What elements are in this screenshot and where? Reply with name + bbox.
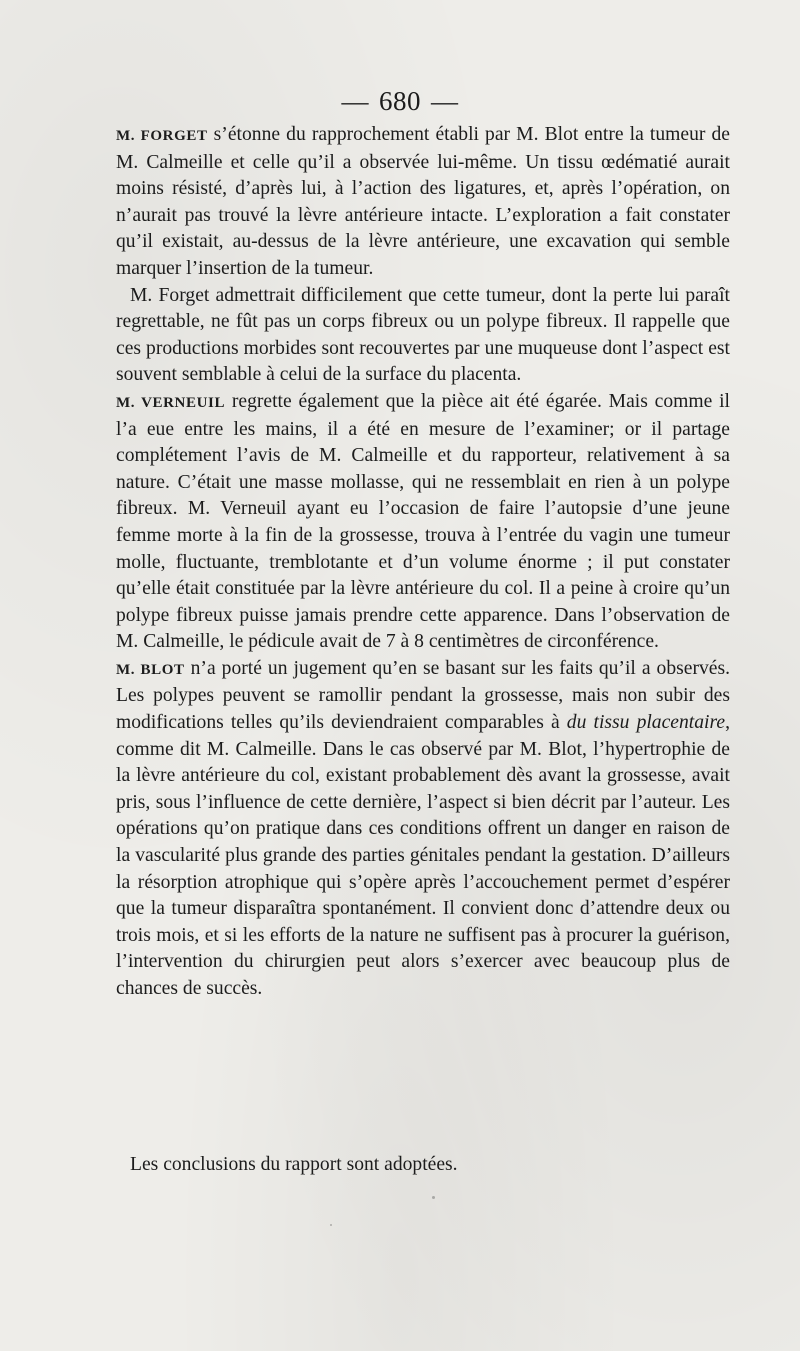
speaker-name: M. FORGET [116, 128, 208, 144]
paragraph-forget [116, 122, 730, 283]
paragraph-verneuil [116, 389, 730, 656]
folio-dash-right: — [431, 86, 459, 116]
paragraph-text: , comme dit M. Calmeille. Dans le cas observé par M. Blot, l’hypertrophie de la lèvre antérieure du col, existant probablement dès avant la grossesse, avait pris, sous l’influence de cette dernière, l’aspect si bien décrit par l’auteur. Les opérations qu’on pratique dans ces conditions offrent un danger en raison de la vascularité plus grande des parties génitales pendant la gestation. D’ailleurs la résorption atrophique qui s’opère après l’accouchement permet d’espérer que la tumeur disparaîtra spontanément. Il convient donc d’attendre deux ou trois mois, et si les efforts de la nature ne suffisent pas à procurer la guérison, l’intervention du chirurgien peut alors s’exercer avec beaucoup plus de chances de succès. [116, 712, 730, 999]
folio-dash-left: — [341, 86, 369, 116]
speaker-name: M. BLOT [116, 661, 185, 678]
page-number: 680 [379, 86, 421, 116]
conclusion-line: Les conclusions du rapport sont adoptées. [130, 1154, 458, 1175]
paper-speck [330, 1224, 332, 1226]
speaker-name: M. VERNEUIL [116, 394, 226, 411]
paragraph-text: M. Forget admettrait difficilement que cette tumeur, dont la perte lui paraît regrettable, ne fût pas un corps fibreux ou un polype fibreux. Il rappelle que ces productions morbides sont recouvertes par une muqueuse dont l’aspect est souvent semblable à celui de la surface du placenta. [116, 284, 730, 386]
page-number-header [0, 86, 800, 117]
body-text [116, 122, 730, 1003]
paragraph-text: regrette également que la pièce ait été égarée. Mais comme il l’a eue entre les mains, il a été en mesure de l’examiner; or il partage complétement l’avis de M. Calmeille et du rapporteur, relativement à sa nature. C’était une masse mollasse, qui ne ressemblait en rien à un polype fibreux. M. Verneuil ayant eu l’occasion de faire l’autopsie d’une jeune femme morte à la fin de la grossesse, trouva à l’entrée du vagin une tumeur molle, fluctuante, tremblotante et d’un volume énorme ; il put constater qu’elle était constituée par la lèvre antérieure du col. Il a peine à croire qu’un polype fibreux puisse jamais prendre cette apparence. Dans l’observation de M. Calmeille, le pédicule avait de 7 à 8 centimètres de circonférence. [116, 390, 730, 653]
paper-speck [432, 1196, 435, 1199]
paragraph-blot [116, 656, 730, 1003]
paragraph-forget-continued [116, 283, 730, 389]
paragraph-text: n’a porté un jugement qu’en se basant sur les faits qu’il a observés. Les polypes peuvent se ramollir pendant la grossesse, mais non subir des modifications telles qu’ils deviendraient comparables à [116, 657, 730, 734]
italic-quote: du tissu placentaire [566, 712, 726, 734]
paragraph-text: s’étonne du rapprochement établi par M. Blot entre la tumeur de M. Calmeille et celle qu’il a observée lui-même. Un tissu œdématié aurait moins résisté, d’après lui, à l’action des ligatures, et, après l’opération, on n’aurait pas trouvé la lèvre antérieure intacte. L’exploration a fait constater qu’il existait, au-dessus de la lèvre antérieure, une excavation qui semble marquer l’insertion de la tumeur. [116, 124, 730, 279]
